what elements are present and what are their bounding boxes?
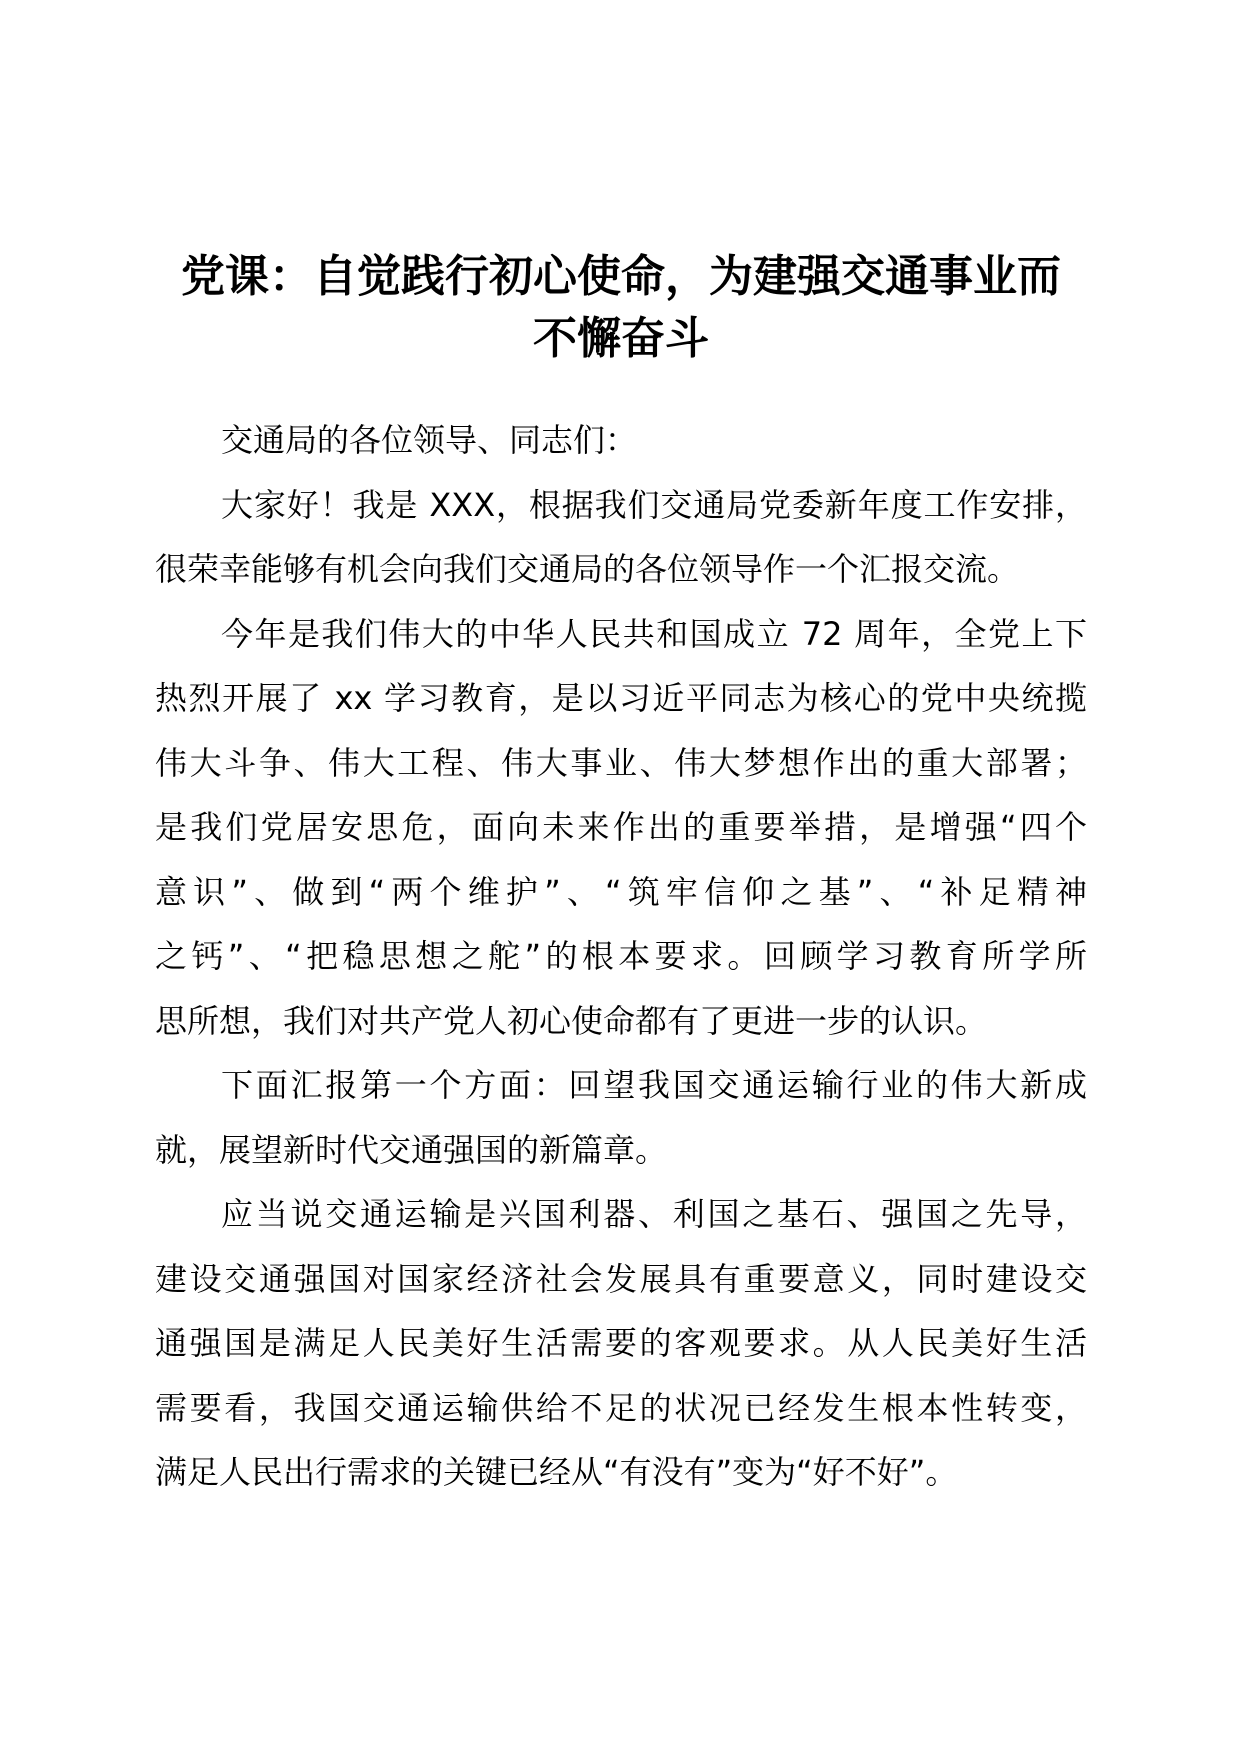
text-line: 思所想，我们对共产党人初心使命都有了更进一步的认识。 — [155, 1001, 988, 1040]
text-line: 伟大斗争、伟大工程、伟大事业、伟大梦想作出的重大部署； — [155, 743, 1087, 782]
document-body — [155, 246, 1087, 1505]
paragraph-transport — [155, 1182, 1087, 1505]
text-line: 通强国是满足人民美好生活需要的客观要求。从人民美好生活 — [155, 1324, 1087, 1362]
title-line: 党课：自觉践行初心使命，为建强交通事业而 — [181, 251, 1061, 302]
paragraph-greeting — [155, 473, 1087, 602]
text-line: 是我们党居安思危，面向未来作出的重要举措，是增强“四个 — [155, 808, 1087, 846]
text-line: 很荣幸能够有机会向我们交通局的各位领导作一个汇报交流。 — [155, 550, 1020, 588]
text-line: 就，展望新时代交通强国的新篇章。 — [155, 1130, 668, 1169]
text-line: 满足人民出行需求的关键已经从“有没有”变为“好不好”。 — [155, 1453, 958, 1491]
text-line: 需要看，我国交通运输供给不足的状况已经发生根本性转变， — [155, 1388, 1087, 1427]
document-text — [155, 408, 1087, 1505]
paragraph-salutation — [155, 408, 1087, 473]
paragraph-section-intro — [155, 1053, 1087, 1182]
text-line: 交通局的各位领导、同志们： — [221, 421, 638, 459]
text-line: 大家好！我是 XXX，根据我们交通局党委新年度工作安排， — [221, 485, 1087, 524]
text-line: 下面汇报第一个方面：回望我国交通运输行业的伟大新成 — [221, 1066, 1087, 1104]
text-line: 热烈开展了 xx 学习教育，是以习近平同志为核心的党中央统揽 — [155, 679, 1087, 717]
text-line: 建设交通强国对国家经济社会发展具有重要意义，同时建设交 — [155, 1259, 1087, 1298]
text-line: 今年是我们伟大的中华人民共和国成立 72 周年，全党上下 — [221, 614, 1087, 653]
paragraph-background — [155, 602, 1087, 1054]
text-line: 之钙”、“把稳思想之舵”的根本要求。回顾学习教育所学所 — [155, 937, 1087, 975]
text-line: 意识”、做到“两个维护”、“筑牢信仰之基”、“补足精神 — [155, 872, 1087, 911]
title-line: 不懈奋斗 — [533, 313, 709, 364]
document-title — [155, 246, 1087, 370]
text-line: 应当说交通运输是兴国利器、利国之基石、强国之先导， — [221, 1195, 1087, 1233]
